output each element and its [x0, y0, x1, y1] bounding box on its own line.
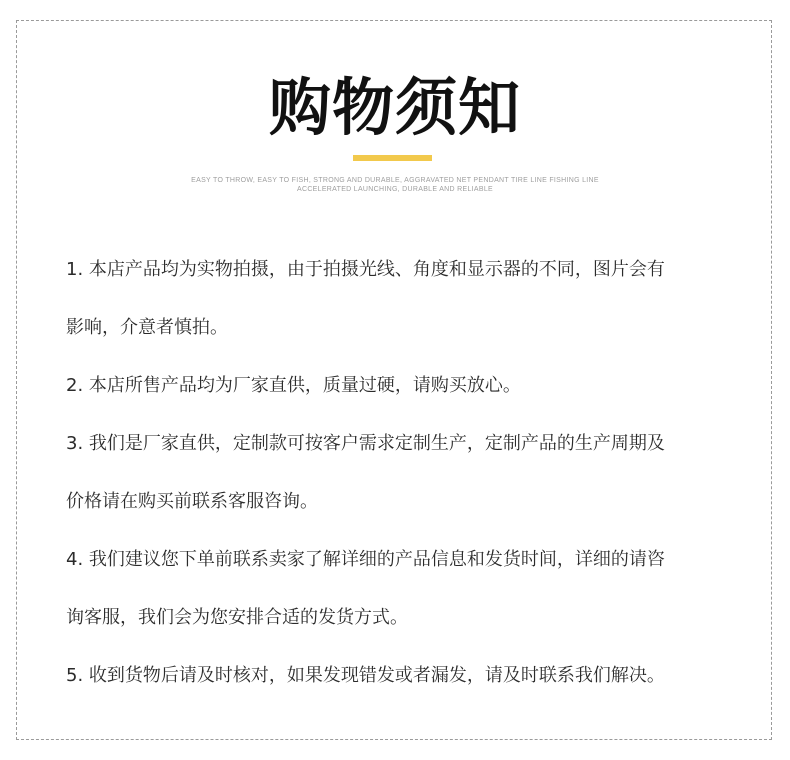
subtitle-line-2: ACCELERATED LAUNCHING, DURABLE AND RELIABLE — [297, 186, 493, 193]
notice-line-7: 询客服，我们会为您安排合适的发货方式。 — [66, 607, 408, 628]
subtitle-line-1: EASY TO THROW, EASY TO FISH, STRONG AND DURABLE, AGGRAVATED NET PENDANT TIRE LINE FISHING LINE — [191, 177, 599, 184]
notice-line-4: 3. 我们是厂家直供，定制款可按客户需求定制生产，定制产品的生产周期及 — [66, 433, 665, 454]
page-title: 购物须知 — [268, 71, 521, 144]
notice-line-6: 4. 我们建议您下单前联系卖家了解详细的产品信息和发货时间，详细的请咨 — [66, 549, 665, 570]
notice-line-3: 2. 本店所售产品均为厂家直供，质量过硬，请购买放心。 — [66, 375, 521, 396]
notice-line-8: 5. 收到货物后请及时核对，如果发现错发或者漏发，请及时联系我们解决。 — [66, 665, 665, 686]
notice-line-5: 价格请在购买前联系客服咨询。 — [66, 491, 318, 512]
title-accent-bar — [353, 155, 432, 161]
notice-line-1: 1. 本店产品均为实物拍摄，由于拍摄光线、角度和显示器的不同，图片会有 — [66, 259, 665, 280]
notice-line-2: 影响，介意者慎拍。 — [66, 317, 228, 338]
